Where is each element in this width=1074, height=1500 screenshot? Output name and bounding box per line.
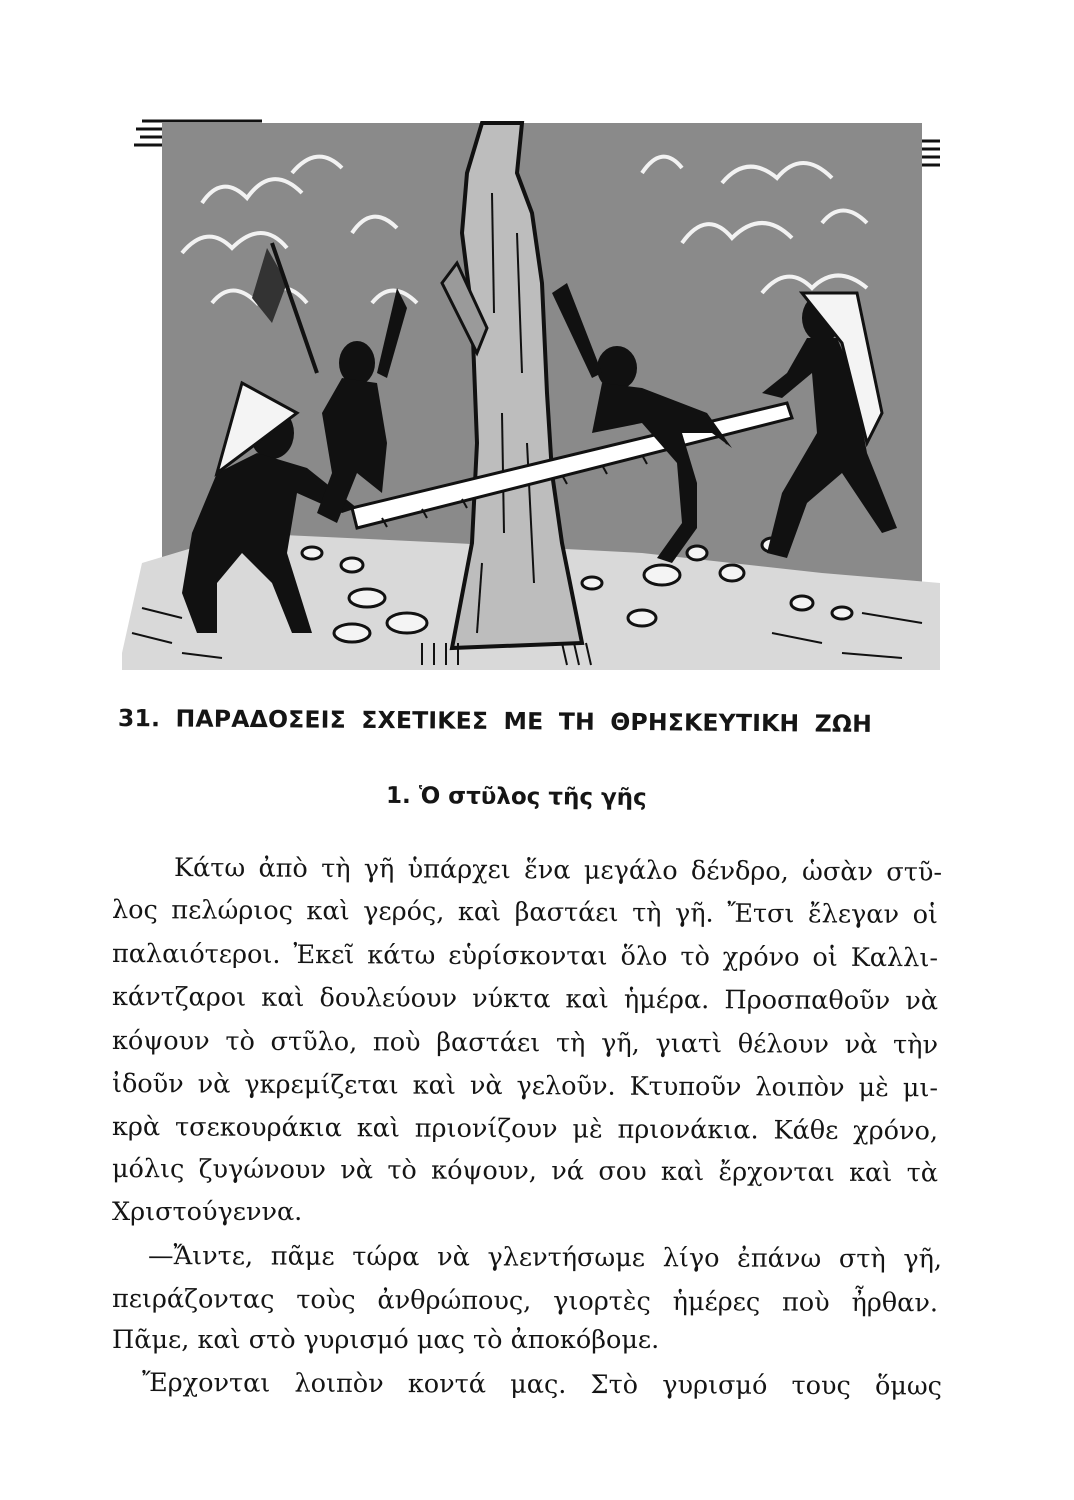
text-line: Χριστούγεννα. (112, 1197, 303, 1227)
text-line: μόλις ζυγώνουν νὰ τὸ κόψουν, νά σου καὶ ἔρχονται καὶ τὰ (111, 1154, 939, 1189)
text-line: ἰδοῦν νὰ γκρεμίζεται καὶ νὰ γελοῦν. Κτυποῦν λοιπὸν μὲ μι- (111, 1069, 939, 1104)
text-line: πειράζοντας τοὺς ἀνθρώπους, γιορτὲς ἡμέρες ποὺ ἦρθαν. (111, 1284, 939, 1319)
text-line: Ἔρχονται λοιπὸν κοντά μας. Στὸ γυρισμό τους ὅμως (141, 1368, 943, 1402)
illustration (122, 113, 940, 670)
chapter-title: 31. ΠΑΡΑΔΟΣΕΙΣ ΣΧΕΤΙΚΕΣ ΜΕ ΤΗ ΘΡΗΣΚΕΥΤΙΚΗ ΖΩΗ (117, 704, 873, 738)
text-line: Κάτω ἀπὸ τὴ γῆ ὑπάρχει ἕνα μεγάλο δένδρο, ὡσὰν στῦ- (173, 853, 943, 888)
text-line: λος πελώριος καὶ γερός, καὶ βαστάει τὴ γῆ. Ἔτσι ἔλεγαν οἱ (111, 895, 939, 931)
text-line: κρὰ τσεκουράκια καὶ πριονίζουν μὲ πριονάκια. Κάθε χρόνο, (111, 1112, 939, 1147)
text-line: κάντζαροι καὶ δουλεύουν νύκτα καὶ ἡμέρα. Προσπαθοῦν νὰ (111, 982, 939, 1017)
text-line: —Ἄιντε, πᾶμε τώρα νὰ γλεντήσωμε λίγο ἐπάνω στὴ γῆ, (147, 1241, 943, 1275)
text-line: κόψουν τὸ στῦλο, ποὺ βαστάει τὴ γῆ, γιατὶ θέλουν νὰ τὴν (111, 1026, 939, 1061)
kallikantzaroi-sawing-tree-illustration (122, 113, 940, 670)
text-line: παλαιότεροι. Ἐκεῖ κάτω εὑρίσκονται ὅλο τὸ χρόνο οἱ Καλλι- (111, 939, 939, 974)
text-line: Πᾶμε, καὶ στὸ γυρισμό μας τὸ ἀποκόβομε. (112, 1325, 660, 1355)
section-title: 1. Ὁ στῦλος τῆς γῆς (385, 782, 647, 812)
